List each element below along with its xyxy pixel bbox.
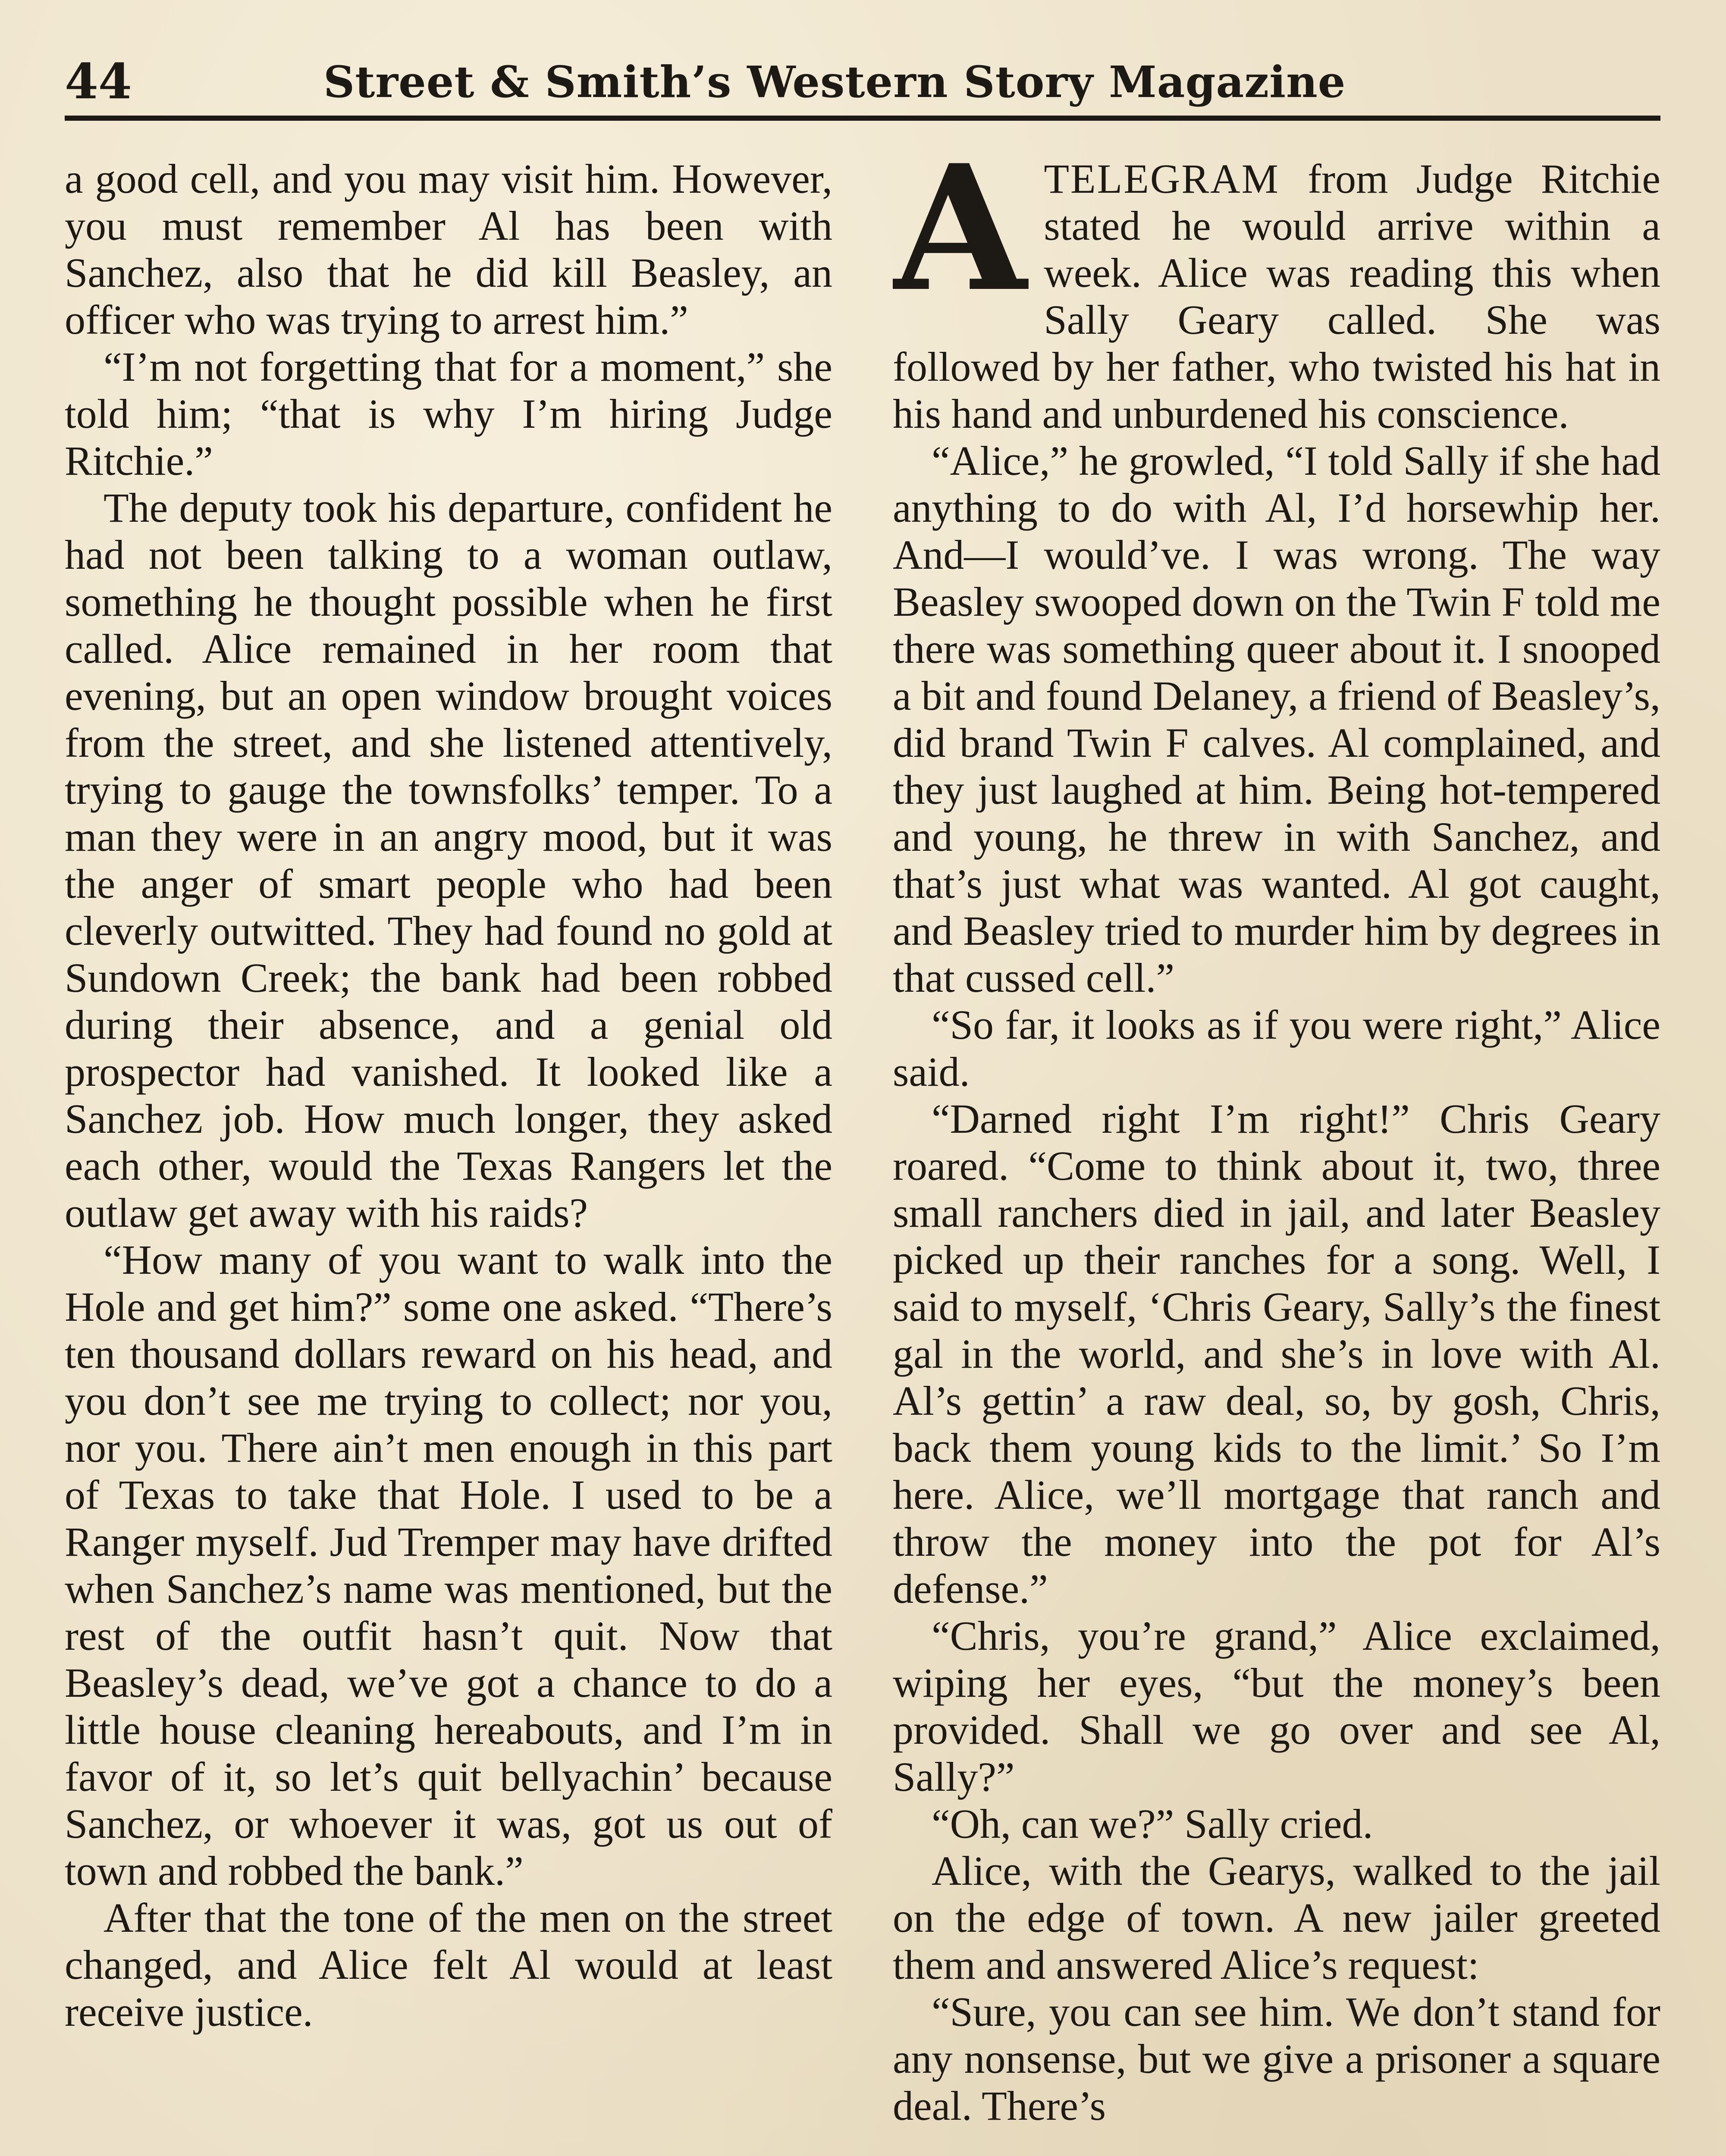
paragraph: a good cell, and you may visit him. However, you must remember Al has been with Sanchez, also that he did kill Beasley, an officer who was trying to arrest him.” xyxy=(65,156,832,343)
lead-caps: TELEGRAM xyxy=(1044,156,1280,202)
header-rule xyxy=(65,116,1660,121)
drop-cap: A xyxy=(893,155,1027,330)
paragraph: “Darned right I’m right!” Chris Geary roared. “Come to think about it, two, three small ranchers died in jail, and later Beasley picked up their ranches for a song. Well, I said to myself, ‘Chris Geary, Sally’s the finest gal in the world, and she’s in love with Al. Al’s gettin’ a raw deal, so, by gosh, Chris, back them young kids to the limit.’ So I’m here. Alice, we’ll mortgage that ranch and throw the money into the pot for Al’s defense.” xyxy=(893,1096,1660,1612)
opening-paragraph xyxy=(893,155,1660,437)
left-column xyxy=(65,155,832,2156)
paragraph: “I’m not forgetting that for a moment,” she told him; “that is why I’m hiring Judge Ritchie.” xyxy=(65,344,832,484)
paragraph: “How many of you want to walk into the Hole and get him?” some one asked. “There’s ten thousand dollars reward on his head, and you don’t see me trying to collect; nor you, nor you. There ain’t men enough in this part of Texas to take that Hole. I used to be a Ranger myself. Jud Tremper may have drifted when Sanchez’s name was mentioned, but the rest of the outfit hasn’t quit. Now that Beasley’s dead, we’ve got a chance to do a little house cleaning hereabouts, and I’m in favor of it, so let’s quit bellyachin’ because Sanchez, or whoever it was, got us out of town and robbed the bank.” xyxy=(65,1237,832,1894)
right-column xyxy=(893,155,1660,2156)
paragraph: “So far, it looks as if you were right,” Alice said. xyxy=(893,1002,1660,1095)
paragraph: The deputy took his departure, confident he had not been talking to a woman outlaw, something he thought possible when he first called. Alice remained in her room that evening, but an open window brought voices from the street, and she listened attentively, trying to gauge the townsfolks’ temper. To a man they were in an angry mood, but it was the anger of smart people who had been cleverly outwitted. They had found no gold at Sundown Creek; the bank had been robbed during their absence, and a genial old prospector had vanished. It looked like a Sanchez job. How much longer, they asked each other, would the Texas Rangers let the outlaw get away with his raids? xyxy=(65,485,832,1236)
page-number: 44 xyxy=(65,53,132,110)
running-title: Street & Smith’s Western Story Magazine xyxy=(323,56,1346,107)
paragraph: Alice, with the Gearys, walked to the jail on the edge of town. A new jailer greeted them and answered Alice’s request: xyxy=(893,1848,1660,1988)
paragraph: “Oh, can we?” Sally cried. xyxy=(932,1801,1373,1847)
lead-text: from Judge Ritchie stated he would arrive within a week. Alice was reading this when Sally Geary called. She was followed by her father, who twisted his hat in his hand and unburdened his conscience. xyxy=(893,156,1660,437)
paragraph: After that the tone of the men on the street changed, and Alice felt Al would at least receive justice. xyxy=(65,1895,832,2035)
page-header xyxy=(65,50,1660,114)
paragraph: “Alice,” he growled, “I told Sally if she had anything to do with Al, I’d horsewhip her. And—I would’ve. I was wrong. The way Beasley swooped down on the Twin F told me there was something queer about it. I snooped a bit and found Delaney, a friend of Beasley’s, did brand Twin F calves. Al complained, and they just laughed at him. Being hot-tempered and young, he threw in with Sanchez, and that’s just what was wanted. Al got caught, and Beasley tried to murder him by degrees in that cussed cell.” xyxy=(893,438,1660,1001)
paragraph: “Sure, you can see him. We don’t stand for any nonsense, but we give a prisoner a square deal. There’s xyxy=(893,1989,1660,2129)
paragraph: “Chris, you’re grand,” Alice exclaimed, wiping her eyes, “but the money’s been provided. Shall we go over and see Al, Sally?” xyxy=(893,1613,1660,1800)
